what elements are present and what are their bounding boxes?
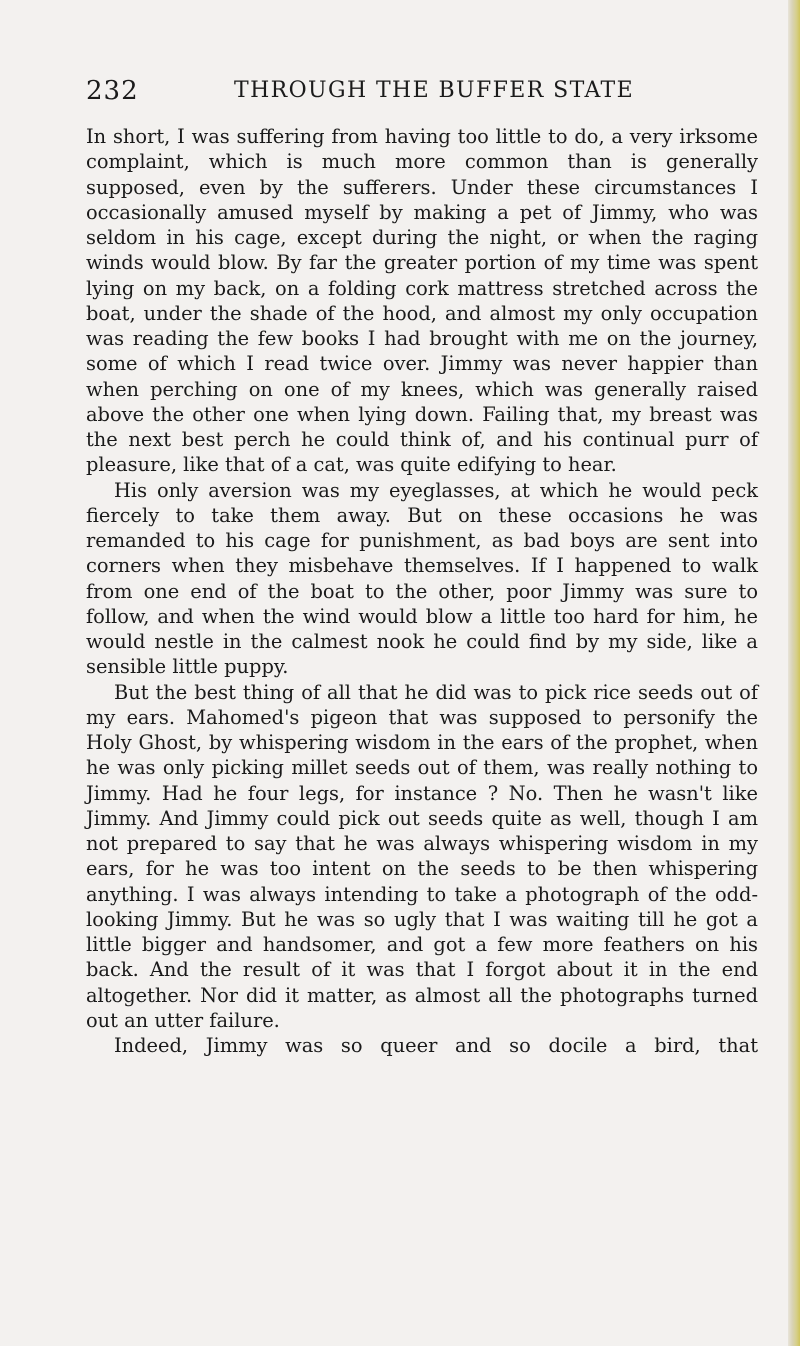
page-edge — [788, 0, 800, 1346]
paragraph: But the best thing of all that he did was to pick rice seeds out of my ears. Mahomed's pigeon that was supposed to personify the Holy Ghost, by whispering wisdom in the ears of the prophet, when he was only picking millet seeds out of them, was really nothing to Jimmy. Had he four legs, for instance ? No. Then he wasn't like Jimmy. And Jimmy could pick out seeds quite as well, though I am not prepared to say that he was always whispering wisdom in my ears, for he was too intent on the seeds to be then whispering anything. I was always intending to take a photograph of the odd-looking Jimmy. But he was so ugly that I was waiting till he got a little bigger and handsomer, and got a few more feathers on his back. And the result of it was that I forgot about it in the end altogether. Nor did it matter, as almost all the photographs turned out an utter failure. — [86, 680, 758, 1032]
paragraph: In short, I was suffering from having too little to do, a very irksome complaint, which is much more common than is generally supposed, even by the sufferers. Under these circumstances I occasionally amused myself by making a pet of Jimmy, who was seldom in his cage, except during the night, or when the raging winds would blow. By far the greater portion of my time was spent lying on my back, on a folding cork mattress stretched across the boat, under the shade of the hood, and almost my only occupation was reading the few books I had brought with me on the journey, some of which I read twice over. Jimmy was never happier than when perching on one of my knees, which was generally raised above the other one when lying down. Failing that, my breast was the next best perch he could think of, and his continual purr of pleasure, like that of a cat, was quite edifying to hear. — [86, 125, 758, 477]
paragraph: Indeed, Jimmy was so queer and so docile a bird, that — [114, 1034, 758, 1057]
running-head: THROUGH THE BUFFER STATE — [234, 78, 635, 103]
paragraph: His only aversion was my eyeglasses, at which he would peck fiercely to take them away. But on these occasions he was remanded to his cage for punishment, as bad boys are sent into corners when they misbehave themselves. If I happened to walk from one end of the boat to the other, poor Jimmy was sure to follow, and when the wind would blow a little too hard for him, he would nestle in the calmest nook he could find by my side, like a sensible little puppy. — [86, 478, 758, 679]
page-header — [86, 76, 758, 110]
body-text — [86, 124, 758, 1058]
page-number: 232 — [86, 76, 139, 106]
